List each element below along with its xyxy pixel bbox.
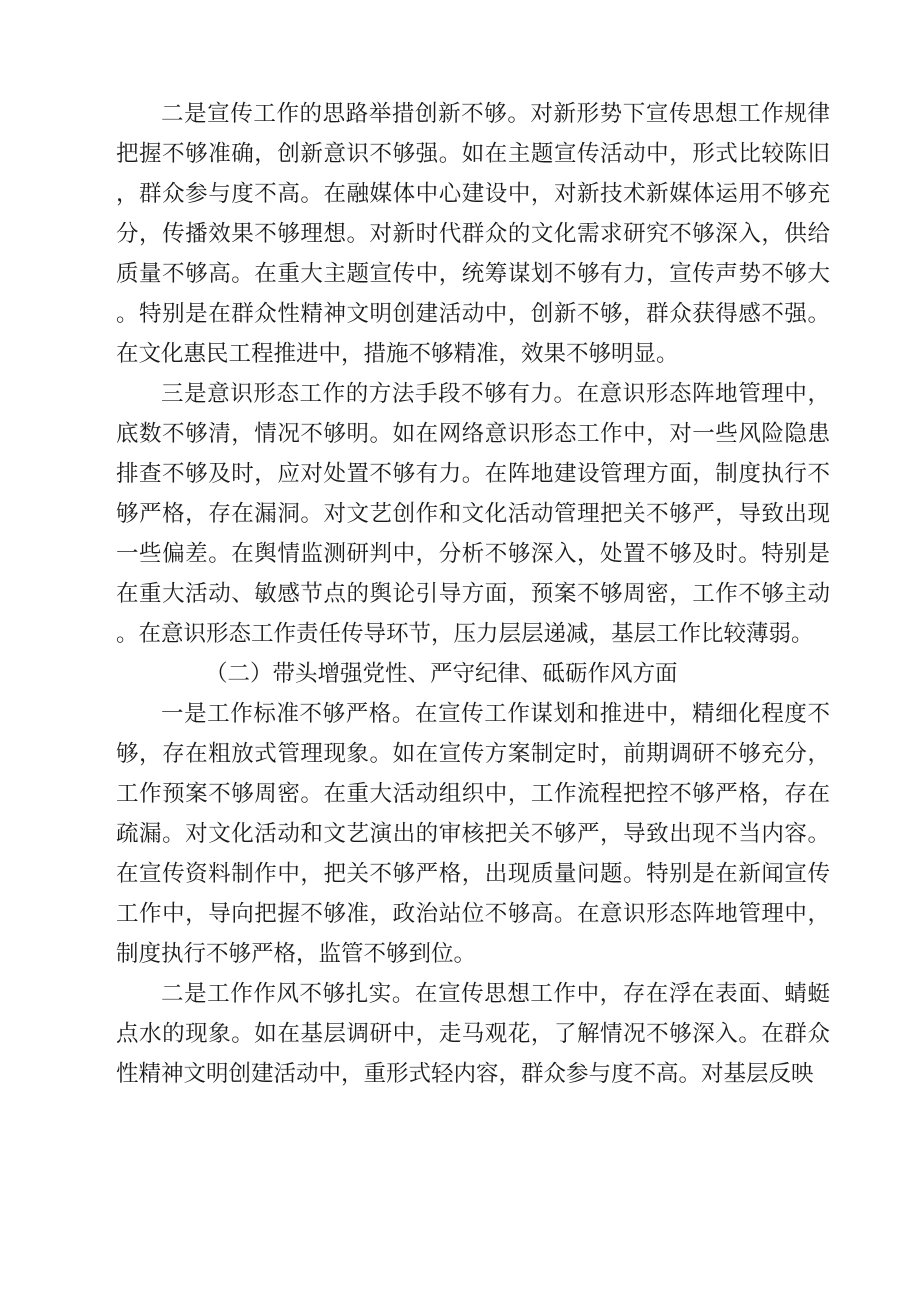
paragraph-ideology-methods: 三是意识形态工作的方法手段不够有力。在意识形态阵地管理中，底数不够清，情况不够明。如在网络意识形态工作中，对一些风险隐患排查不够及时，应对处置不够有力。在阵地建设管理方面，制度执行不够严格，存在漏洞。对文艺创作和文化活动管理把关不够严，导致出现一些偏差。在舆情监测研判中，分析不够深入，处置不够及时。特别是在重大活动、敏感节点的舆论引导方面，预案不够周密，工作不够主动。在意识形态工作责任传导环节，压力层层递减，基层工作比较薄弱。: [116, 381, 830, 647]
paragraph-work-standards: 一是工作标准不够严格。在宣传工作谋划和推进中，精细化程度不够，存在粗放式管理现象。如在宣传方案制定时，前期调研不够充分，工作预案不够周密。在重大活动组织中，工作流程把控不够严格，存在疏漏。对文化活动和文艺演出的审核把关不够严，导致出现不当内容。在宣传资料制作中，把关不够严格，出现质量问题。特别是在新闻宣传工作中，导向把握不够准，政治站位不够高。在意识形态阵地管理中，制度执行不够严格，监管不够到位。: [116, 701, 830, 967]
paragraph-publicity-innovation: 二是宣传工作的思路举措创新不够。对新形势下宣传思想工作规律把握不够准确，创新意识不够强。如在主题宣传活动中，形式比较陈旧，群众参与度不高。在融媒体中心建设中，对新技术新媒体运用不够充分，传播效果不够理想。对新时代群众的文化需求研究不够深入，供给质量不够高。在重大主题宣传中，统筹谋划不够有力，宣传声势不够大。特别是在群众性精神文明创建活动中，创新不够，群众获得感不强。在文化惠民工程推进中，措施不够精准，效果不够明显。: [116, 101, 830, 367]
document-body: [116, 94, 830, 1094]
section-heading: （二）带头增强党性、严守纪律、砥砺作风方面: [205, 661, 678, 687]
paragraph-work-style: 二是工作作风不够扎实。在宣传思想工作中，存在浮在表面、蜻蜓点水的现象。如在基层调研中，走马观花，了解情况不够深入。在群众性精神文明创建活动中，重形式轻内容，群众参与度不高。对基层反映: [116, 981, 830, 1087]
